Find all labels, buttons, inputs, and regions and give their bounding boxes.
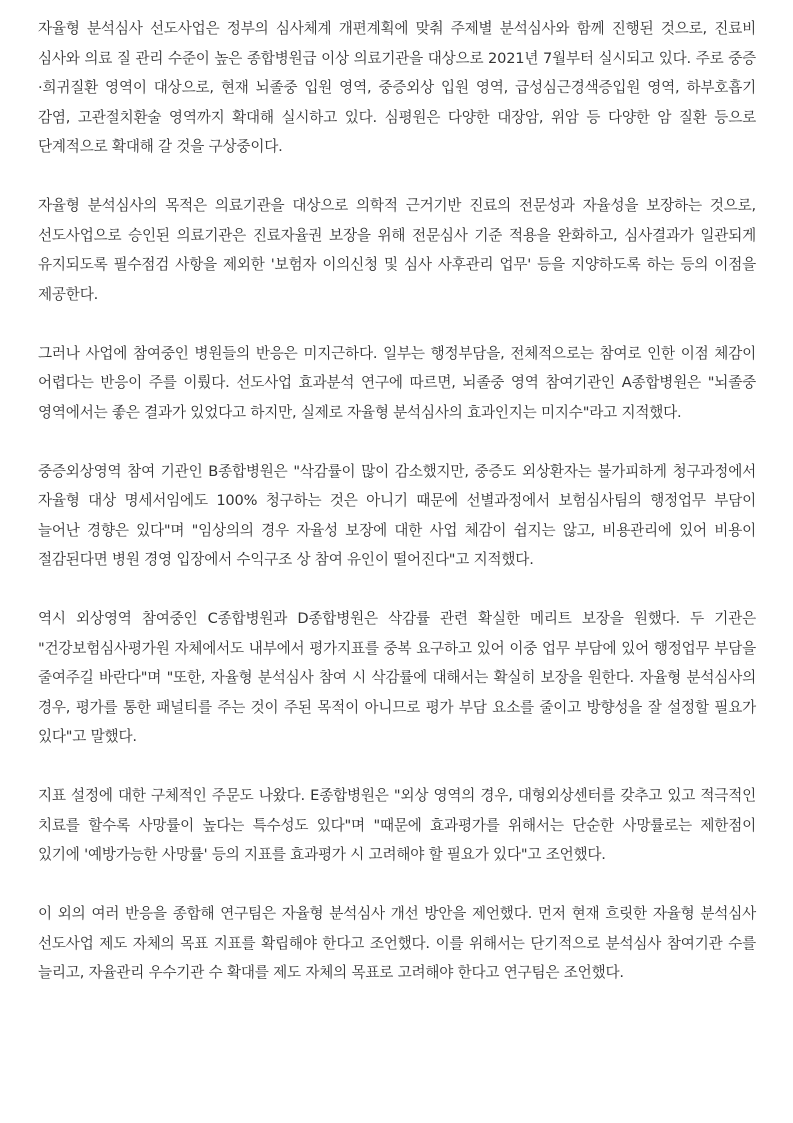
paragraph-research-team-recommendation: 이 외의 여러 반응을 종합해 연구팀은 자율형 분석심사 개선 방안을 제언했다. 먼저 현재 흐릿한 자율형 분석심사 선도사업 제도 자체의 목표 지표를 확립해야 한다고 조언했다. 이를 위해서는 단기적으로 분석심사 참여기관 수를 늘리고, 자율관리 우수기관 수 확대를 제도 자체의 목표로 고려해야 한다고 연구팀은 조언했다. xyxy=(38,905,756,981)
paragraph-program-overview: 자율형 분석심사 선도사업은 정부의 심사체계 개편계획에 맞춰 주제별 분석심사와 함께 진행된 것으로, 진료비 심사와 의료 질 관리 수준이 높은 종합병원급 이상 의료기관을 대상으로 2021년 7월부터 실시되고 있다. 주로 중증·희귀질환 영역이 대상으로, 현재 뇌졸중 입원 영역, 중증외상 입원 영역, 급성심근경색증입원 영역, 하부호흡기 감염, 고관절치환술 영역까지 확대해 실시하고 있다. 심평원은 다양한 대장암, 위암 등 다양한 암 질환 등으로 단계적으로 확대해 갈 것을 구상중이다. xyxy=(38,20,756,155)
paragraph-hospital-e-comment: 지표 설정에 대한 구체적인 주문도 나왔다. E종합병원은 "외상 영역의 경우, 대형외상센터를 갖추고 있고 적극적인 치료를 할수록 사망률이 높다는 특수성도 있다"며 "때문에 효과평가를 위해서는 단순한 사망률로는 제한점이 있기에 '예방가능한 사망률' 등의 지표를 효과평가 시 고려해야 할 필요가 있다"고 조언했다. xyxy=(38,787,756,863)
paragraph-hospital-reaction: 그러나 사업에 참여중인 병원들의 반응은 미지근하다. 일부는 행정부담을, 전체적으로는 참여로 인한 이점 체감이 어렵다는 반응이 주를 이뤘다. 선도사업 효과분석 연구에 따르면, 뇌졸중 영역 참여기관인 A종합병원은 "뇌졸중 영역에서는 좋은 결과가 있었다고 하지만, 실제로 자율형 분석심사의 효과인지는 미지수"라고 지적했다. xyxy=(38,344,756,421)
paragraph-program-purpose: 자율형 분석심사의 목적은 의료기관을 대상으로 의학적 근거기반 진료의 전문성과 자율성을 보장하는 것으로, 선도사업으로 승인된 의료기관은 진료자율권 보장을 위해 전문심사 기준 적용을 완화하고, 심사결과가 일관되게 유지되도록 필수점검 사항을 제외한 '보험자 이의신청 및 심사 사후관리 업무' 등을 지양하도록 하는 등의 이점을 제공한다. xyxy=(38,197,756,303)
paragraph-hospital-b-comment: 중증외상영역 참여 기관인 B종합병원은 "삭감률이 많이 감소했지만, 중증도 외상환자는 불가피하게 청구과정에서 자율형 대상 명세서임에도 100% 청구하는 것은 아니기 때문에 선별과정에서 보험심사팀의 행정업무 부담이 늘어난 경향은 있다"며 "임상의의 경우 자율성 보장에 대한 사업 체감이 쉽지는 않고, 비용관리에 있어 비용이 절감된다면 병원 경영 입장에서 수익구조 상 참여 유인이 떨어진다"고 지적했다. xyxy=(38,462,756,568)
paragraph-hospital-c-d-comment: 역시 외상영역 참여중인 C종합병원과 D종합병원은 삭감률 관련 확실한 메리트 보장을 원했다. 두 기관은 "건강보험심사평가원 자체에서도 내부에서 평가지표를 중복 요구하고 있어 이중 업무 부담에 있어 행정업무 부담을 줄여주길 바란다"며 "또한, 자율형 분석심사 참여 시 삭감률에 대해서는 확실히 보장을 원한다. 자율형 분석심사의 경우, 평가를 통한 패널티를 주는 것이 주된 목적이 아니므로 평가 부담 요소를 줄이고 방향성을 잘 설정할 필요가 있다"고 말했다. xyxy=(38,610,756,745)
article-body xyxy=(38,14,756,988)
